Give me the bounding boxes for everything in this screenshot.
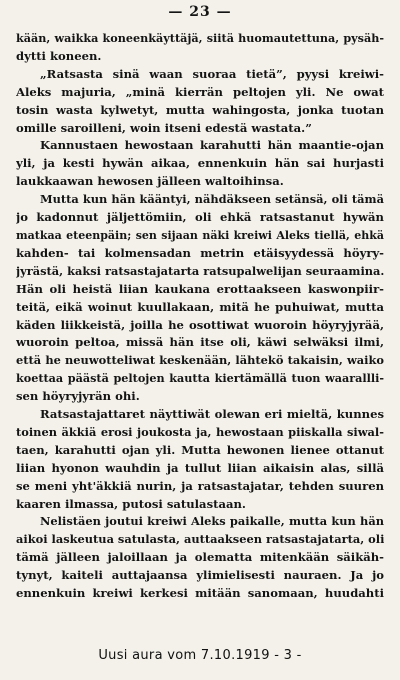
text-line: kahden- tai kolmensadan metrin etäisyydessä höyry- <box>16 245 384 260</box>
text-line: että he neuwotteliwat keskenään, lähtekö takaisin, waiko <box>16 353 384 368</box>
text-line: „Ratsasta sinä waan suoraa tietä”, pyysi kreiwi- <box>40 66 384 81</box>
text-line: jyrästä, kaksi ratsastajatarta ratsupalwelijan seuraamina. <box>16 263 384 278</box>
text-line: teitä, eikä woinut kuullakaan, mitä he puhuiwat, mutta <box>16 299 384 314</box>
text-line: tosin wasta kylwetyt, mutta wahingosta, jonka tuotan <box>16 102 384 117</box>
body-text <box>16 30 384 603</box>
text-line: omille saroilleni, woin itseni edestä wastata.” <box>16 120 312 135</box>
text-line: kaaren ilmassa, putosi satulastaan. <box>16 496 246 511</box>
text-line: se meni yht'äkkiä nurin, ja ratsastajatar, tehden suuren <box>16 478 384 493</box>
text-line: toinen äkkiä erosi joukosta ja, hewostaan piiskalla siwal- <box>16 424 384 439</box>
text-line: koettaa päästä peltojen kautta kiertämällä tuon waarallli- <box>16 371 384 386</box>
text-line: jo kadonnut jäljettömiin, oli ehkä ratsastanut hywän <box>16 210 384 225</box>
text-line: liian hyonon wauhdin ja tullut liian aikaisin alas, sillä <box>16 460 384 475</box>
archive-caption: Uusi aura vom 7.10.1919 - 3 - <box>98 648 302 663</box>
text-line: Kannustaen hewostaan karahutti hän maantie-ojan <box>40 138 384 153</box>
text-line: wuoroin peltoa, missä hän itse oli, käwi selwäksi ilmi, <box>16 335 384 350</box>
text-line: yli, ja kesti hywän aikaa, ennenkuin hän sai hurjasti <box>16 156 384 171</box>
text-line: Mutta kun hän kääntyi, nähdäkseen setänsä, oli tämä <box>40 192 384 207</box>
text-line: ennenkuin kreiwi kerkesi mitään sanomaan, huudahti <box>16 586 384 601</box>
text-line: sen höyryjyrän ohi. <box>16 389 140 404</box>
text-line: tynyt, kaiteli auttajaansa ylimielisesti nauraen. Ja jo <box>16 568 384 583</box>
text-line: dytti koneen. <box>16 48 102 63</box>
text-line: kään, waikka koneenkäyttäjä, siitä huomautettuna, pysäh- <box>16 31 384 45</box>
text-line: Ratsastajattaret näyttiwät olewan eri mieltä, kunnes <box>40 407 384 422</box>
text-line: tämä jälleen jaloillaan ja olematta mitenkään säikäh- <box>16 550 384 565</box>
text-line: Aleks majuria, „minä kierrän peltojen yli. Ne owat <box>16 84 384 99</box>
page-number: — 23 — <box>168 4 232 20</box>
text-line: matkaa eteenpäin; sen sijaan näki kreiwi Aleks tiellä, ehkä <box>16 228 384 242</box>
text-line: käden liikkeistä, joilla he osottiwat wuoroin höyryjyrää, <box>16 317 384 332</box>
text-line: taen, karahutti ojan yli. Mutta hewonen lienee ottanut <box>16 442 384 457</box>
text-line: Hän oli heistä liian kaukana erottaakseen kaswonpiir- <box>16 281 384 296</box>
text-line: aikoi laskeutua satulasta, auttaakseen ratsastajatarta, oli <box>16 532 384 547</box>
text-line: Nelistäen joutui kreiwi Aleks paikalle, mutta kun hän <box>40 514 384 529</box>
text-line: laukkaawan hewosen jälleen waltoihinsa. <box>16 174 284 189</box>
